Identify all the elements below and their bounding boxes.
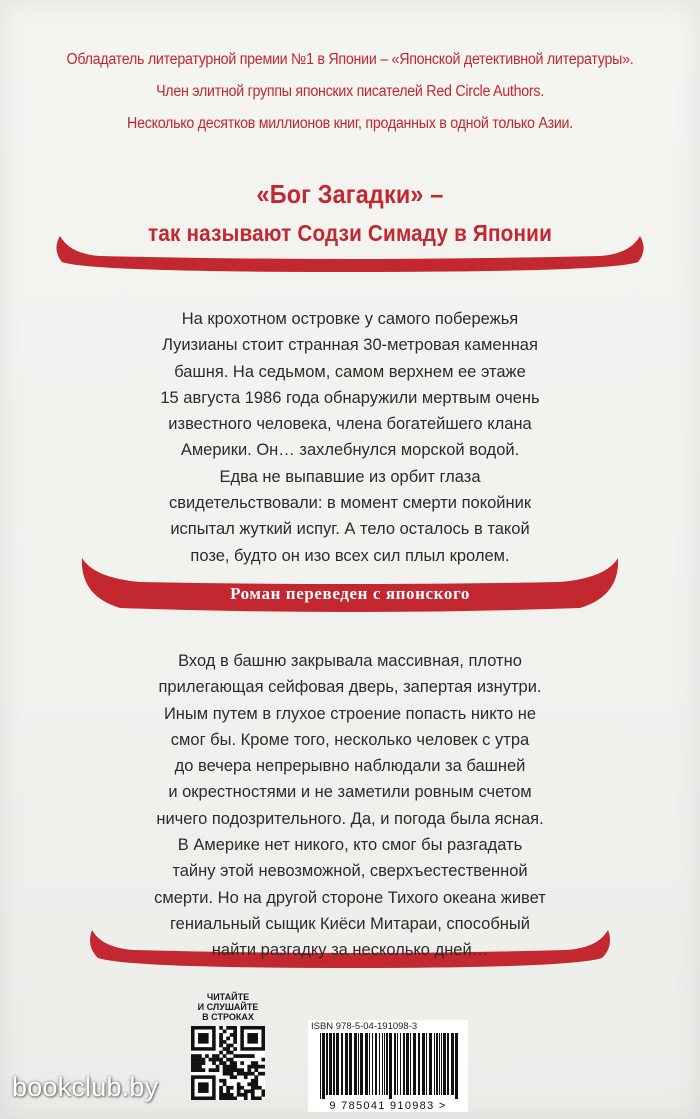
headline-line-2: так называют Содзи Симаду в Японии bbox=[148, 220, 552, 246]
paragraph-line: Иным путем в глухое строение попасть никто не bbox=[163, 704, 537, 723]
synopsis-paragraph-2 bbox=[80, 648, 620, 964]
synopsis-paragraph-1 bbox=[80, 306, 620, 569]
paragraph-line: Америки. Он… захлебнулся морской водой. bbox=[180, 441, 520, 460]
paragraph-line: Луизианы стоит странная 30-метровая каменная bbox=[162, 336, 538, 355]
paragraph-line: найти разгадку за несколько дней… bbox=[211, 941, 489, 960]
site-watermark: bookclub.by bbox=[12, 1072, 159, 1102]
paragraph-line: В Америке нет никого, кто смог бы разгадать bbox=[177, 836, 523, 855]
awards-block bbox=[0, 44, 700, 140]
paragraph-line: гениальный сыщик Киёси Митараи, способный bbox=[170, 914, 530, 933]
barcode-digits: 9 785041 910983 > bbox=[329, 1100, 447, 1112]
paragraph-line: позе, будто он изо всех сил плыл кролем. bbox=[190, 546, 510, 565]
qr-caption-line: ЧИТАЙТЕ bbox=[206, 992, 250, 1002]
award-line-1: Обладатель литературной премии №1 в Японии – «Японской детективной литературы». bbox=[66, 51, 634, 68]
paragraph-line: смог бы. Кроме того, несколько человек с утра bbox=[170, 730, 530, 749]
paragraph-line: ничего подозрительного. Да, и погода была ясная. bbox=[156, 809, 544, 828]
headline bbox=[0, 176, 700, 250]
qr-caption-line: В СТРОКАХ bbox=[202, 1012, 254, 1022]
award-line-2: Член элитной группы японских писателей Red Circle Authors. bbox=[156, 83, 544, 100]
barcode-icon bbox=[308, 1033, 468, 1099]
paragraph-line: Вход в башню закрывала массивная, плотно bbox=[178, 652, 522, 670]
paragraph-line: башня. На седьмом, самом верхнем ее этаже bbox=[174, 362, 526, 381]
paragraph-line: свидетельствовали: в момент смерти покойник bbox=[168, 494, 532, 513]
paragraph-line: испытал жуткий испуг. А тело осталось в такой bbox=[170, 520, 530, 539]
paragraph-line: известного человека, члена богатейшего клана bbox=[168, 415, 532, 434]
translated-note: Роман переведен с японского bbox=[230, 584, 470, 603]
paragraph-line: смерти. Но на другой стороне Тихого океана живет bbox=[154, 888, 546, 907]
paragraph-line: Едва не выпавшие из орбит глаза bbox=[219, 467, 481, 486]
paragraph-line: прилегающая сейфовая дверь, запертая изнутри. bbox=[158, 678, 542, 697]
qr-block bbox=[187, 992, 269, 1100]
award-line-3: Несколько десятков миллионов книг, проданных в одной только Азии. bbox=[127, 115, 573, 132]
paragraph-line: и окрестностями и не заметили ровным счетом bbox=[168, 783, 532, 802]
paragraph-line: до вечера непрерывно наблюдали за башней bbox=[174, 757, 526, 776]
qr-caption bbox=[187, 992, 269, 1022]
paragraph-line: 15 августа 1986 года обнаружили мертвым очень bbox=[160, 388, 540, 407]
isbn-label: ISBN 978-5-04-191098-3 bbox=[311, 1021, 418, 1032]
paragraph-line: тайну этой невозможной, сверхъестественной bbox=[172, 862, 528, 881]
barcode-block bbox=[308, 1020, 468, 1112]
qr-caption-line: И СЛУШАЙТЕ bbox=[197, 1002, 259, 1012]
qr-code-icon[interactable] bbox=[191, 1026, 265, 1100]
paragraph-line: На крохотном островке у самого побережья bbox=[181, 310, 519, 328]
headline-line-1: «Бог Загадки» – bbox=[256, 179, 444, 209]
